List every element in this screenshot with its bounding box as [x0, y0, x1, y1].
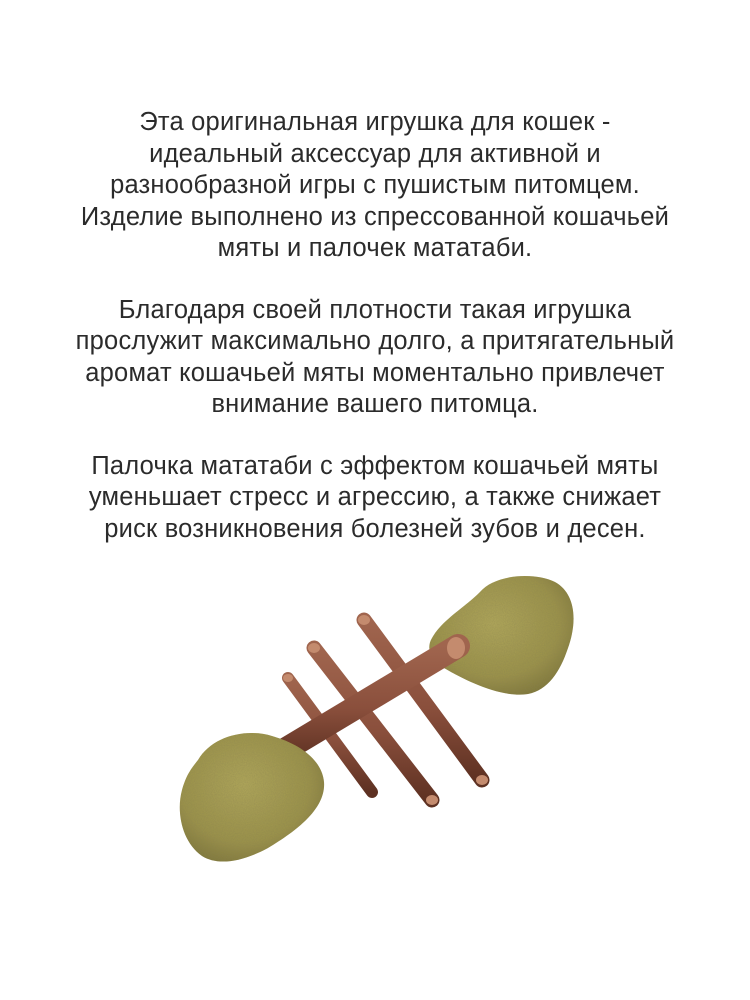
text-line: Благодаря своей плотности такая игрушка: [118, 295, 632, 324]
catnip-head: [180, 733, 324, 862]
text-line: Изделие выполнено из спрессованной кошачьей: [80, 202, 670, 231]
text-line: Палочка мататаби с эффектом кошачьей мяты: [91, 451, 659, 480]
text-line: риск возникновения болезней зубов и десен.: [104, 514, 646, 543]
text-line: уменьшает стресс и агрессию, а также снижает: [88, 483, 662, 511]
text-line: внимание вашего питомца.: [211, 390, 539, 418]
text-line: идеальный аксессуар для активной и: [149, 139, 601, 168]
paragraph-intro: [0, 107, 750, 265]
text-line: прослужит максимально долго, а притягательный: [75, 327, 675, 355]
text-line: мяты и палочек мататаби.: [217, 234, 533, 262]
description-text: [0, 107, 750, 575]
text-line: аромат кошачьей мяты моментально привлечет: [85, 358, 665, 387]
text-line: разнообразной игры с пушистым питомцем.: [110, 171, 640, 199]
fish-skeleton-toy-image: [150, 560, 590, 870]
paragraph-benefits: [0, 451, 750, 546]
text-line: Эта оригинальная игрушка для кошек -: [139, 108, 611, 136]
paragraph-durability: [0, 295, 750, 421]
catnip-tail: [429, 576, 573, 695]
fish-skeleton-toy-icon: [150, 560, 590, 870]
